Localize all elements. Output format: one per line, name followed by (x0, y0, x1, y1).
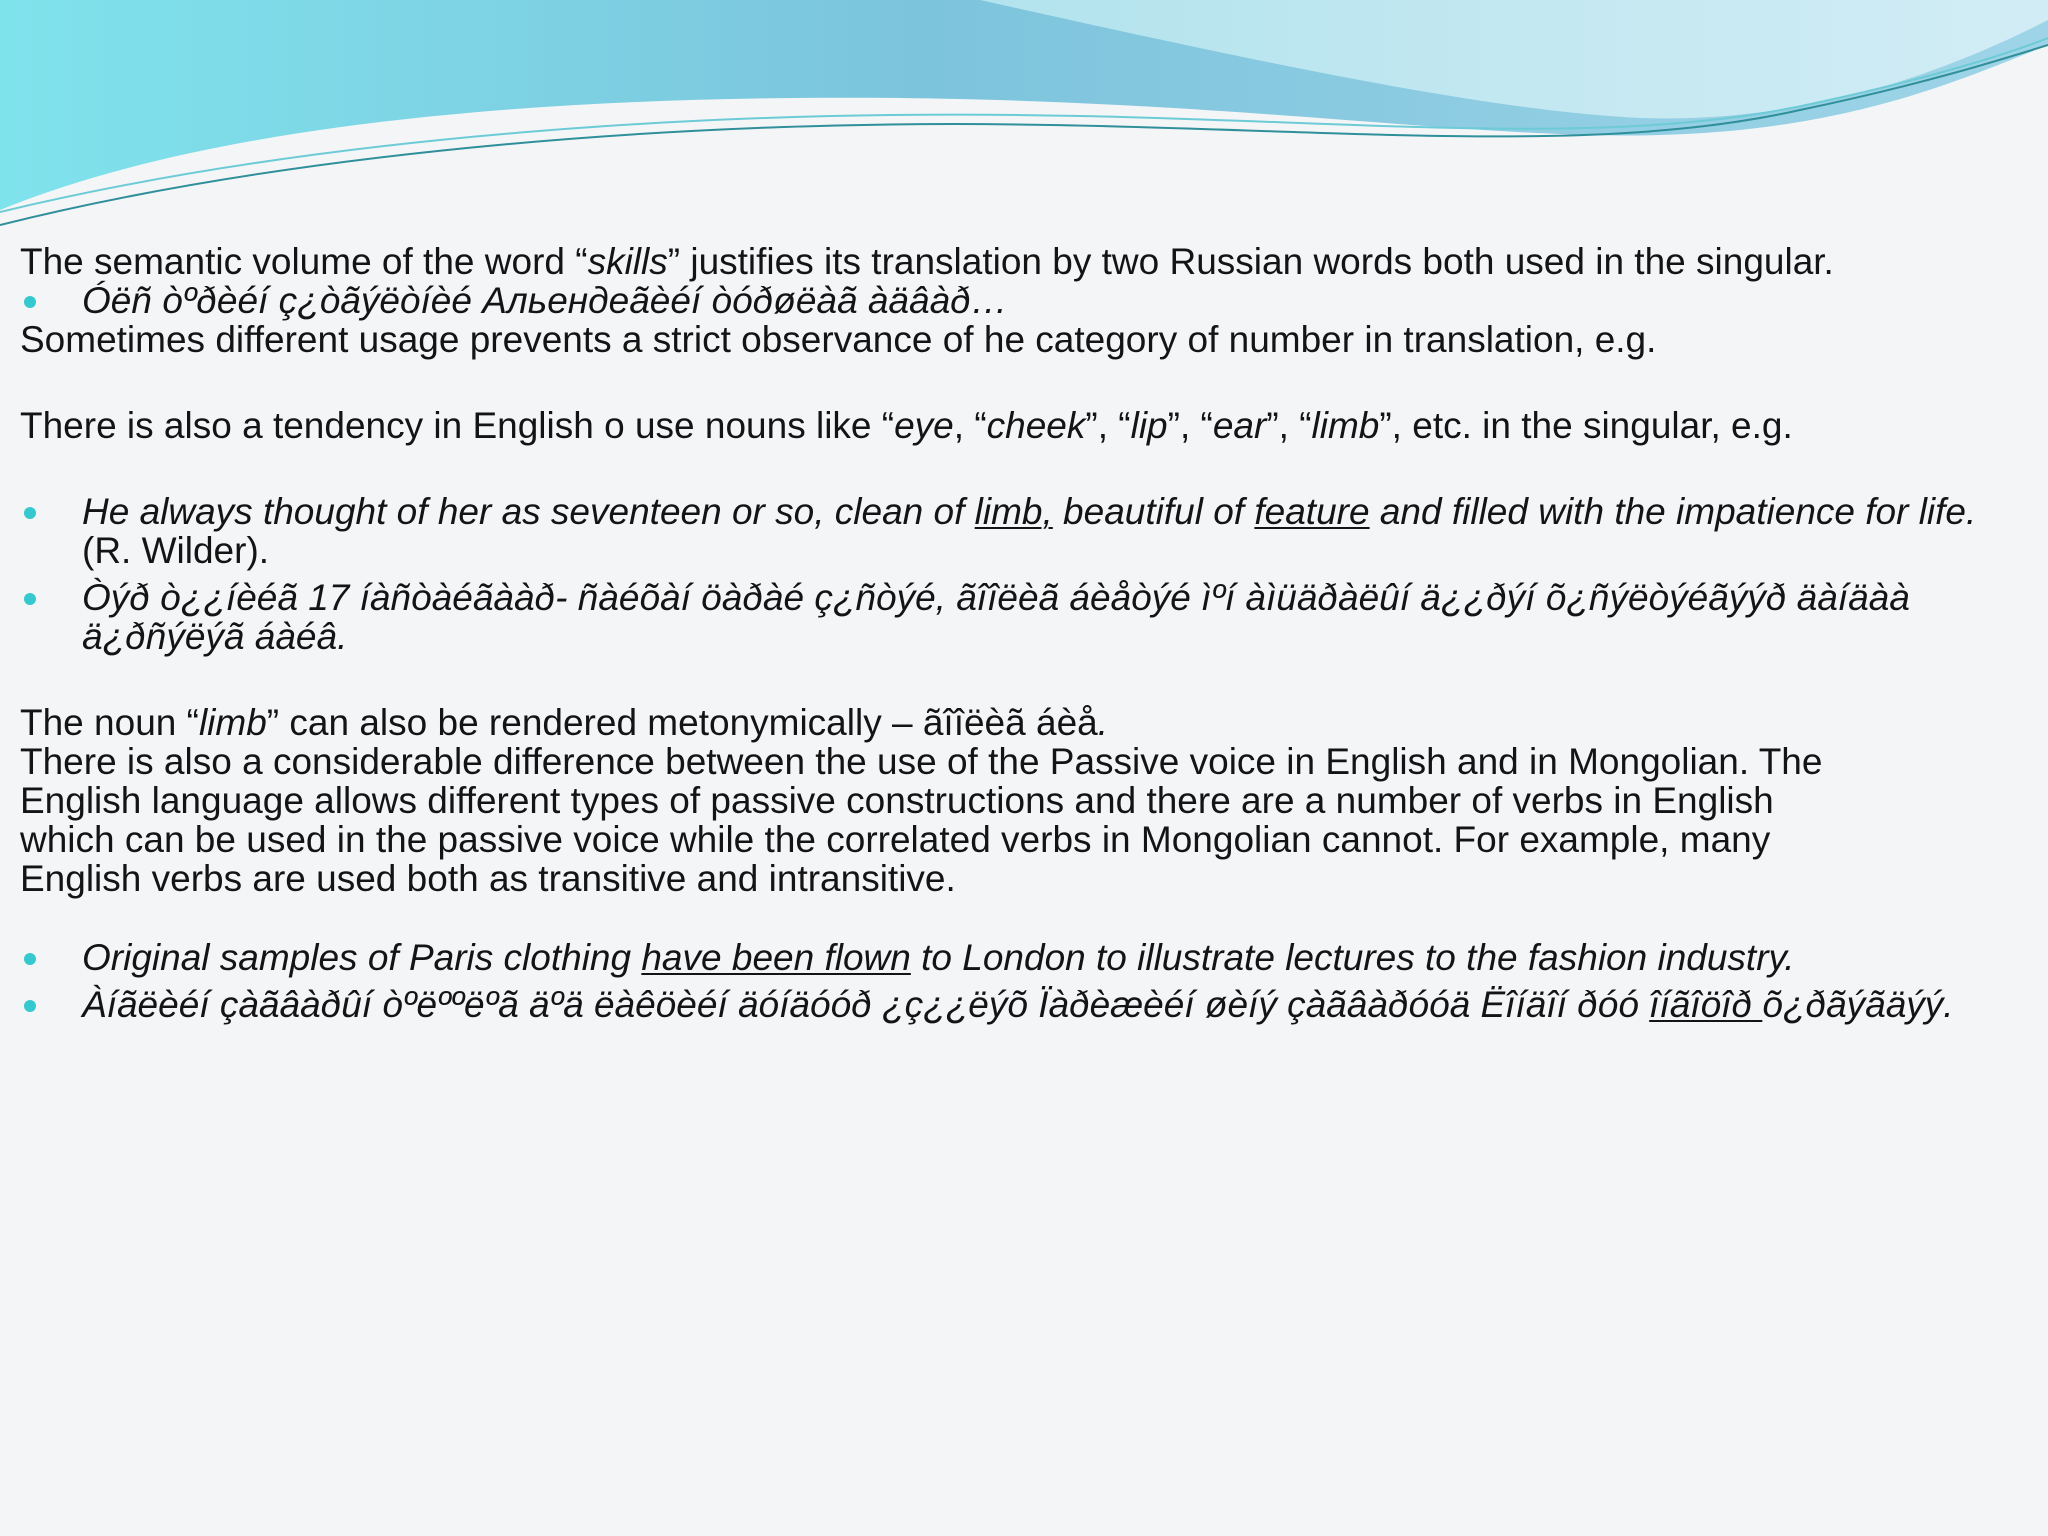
underlined-have-been-flown: have been flown (641, 937, 911, 978)
text: There is also a tendency in English o use nouns like “ (20, 405, 895, 446)
text: The noun “ (20, 702, 199, 743)
term-ear: ear (1212, 405, 1267, 446)
decorative-wave-header (0, 0, 2048, 240)
bullet-item-example-wilder (20, 492, 2010, 570)
text: ”, etc. in the singular, e.g. (1379, 405, 1793, 446)
paragraph-tendency (20, 406, 2010, 445)
paragraph-passive-2: English language allows different types of passive constructions and there are a number of verbs in English (20, 780, 1774, 821)
term-eye: eye (894, 405, 954, 446)
text: ” justifies its translation by two Russian words both used in the singular. (667, 241, 1834, 282)
text: and filled with the impatience for life. (1369, 491, 1977, 532)
citation: (R. Wilder). (82, 530, 270, 571)
bullet-dot-icon (24, 1000, 36, 1012)
bullet-dot-icon (24, 296, 36, 308)
spacer (20, 445, 2010, 492)
underlined-feature: feature (1254, 491, 1370, 532)
text: to London to illustrate lectures to the fashion industry. (910, 937, 1795, 978)
text: ”, “ (1167, 405, 1213, 446)
bullet-item-translation-1 (20, 281, 2010, 320)
text: He always thought of her as seventeen or so, clean of (82, 491, 975, 532)
paragraph-passive-4: English verbs are used both as transitive and intransitive. (20, 858, 956, 899)
paragraph-skills (20, 242, 2010, 281)
term-limb: limb (1311, 405, 1380, 446)
term-cheek: cheek (986, 405, 1086, 446)
spacer (20, 359, 2010, 406)
slide-body (20, 242, 2010, 1024)
text: . (1097, 702, 1109, 743)
text: ”, “ (1085, 405, 1131, 446)
paragraph-usage: Sometimes different usage prevents a strict observance of he category of number in translation, e.g. (20, 319, 1657, 360)
underlined-limb: limb, (974, 491, 1053, 532)
bullet-dot-icon (24, 507, 36, 519)
text: Original samples of Paris clothing (82, 937, 642, 978)
text: ” can also be rendered metonymically – ãîîëèã áèå (266, 702, 1098, 743)
bullet-text: Óëñ òºðèéí ç¿òãýëòíèé Альендеãèéí òóðøëàã àäâàð… (82, 280, 1008, 321)
paragraph-passive-3: which can be used in the passive voice while the correlated verbs in Mongolian cannot. For example, many (20, 819, 1771, 860)
bullet-dot-icon (24, 593, 36, 605)
bullet-item-example-paris (20, 938, 2010, 977)
term-lip: lip (1130, 405, 1168, 446)
bullet-item-translation-3 (20, 985, 2010, 1024)
text: beautiful of (1052, 491, 1255, 532)
underlined-text: îíãîöîð (1649, 984, 1763, 1025)
spacer (20, 656, 2010, 703)
term-skills: skills (587, 241, 668, 282)
text: ”, “ (1266, 405, 1312, 446)
paragraph-metonymy (20, 703, 2010, 742)
bullet-text: Òýð ò¿¿íèéã 17 íàñòàéãààð- ñàéõàí öàðàé ç¿ñòýé, ãîîëèã áèåòýé ìºí àìüäðàëûí ä¿¿ðýí õ¿ñýëòýéãýýð äàíäàà ä¿ðñýëýã áàéâ. (82, 577, 1910, 657)
text: Àíãëèéí çàãâàðûí òºëººëºã äºä ëàêöèéí äóíäóóð ¿ç¿¿ëýõ Ïàðèæèéí øèíý çàãâàðóóä Ëîíäîí ðóó (82, 984, 1650, 1025)
bullet-item-translation-2 (20, 578, 2010, 656)
text: , “ (953, 405, 987, 446)
text: õ¿ðãýãäýý. (1762, 984, 1954, 1025)
paragraph-passive-1: There is also a considerable difference between the use of the Passive voice in English and in Mongolian. The (20, 741, 1823, 782)
text: The semantic volume of the word “ (20, 241, 588, 282)
spacer (20, 898, 2010, 938)
bullet-dot-icon (24, 953, 36, 965)
term-limb: limb (198, 702, 267, 743)
